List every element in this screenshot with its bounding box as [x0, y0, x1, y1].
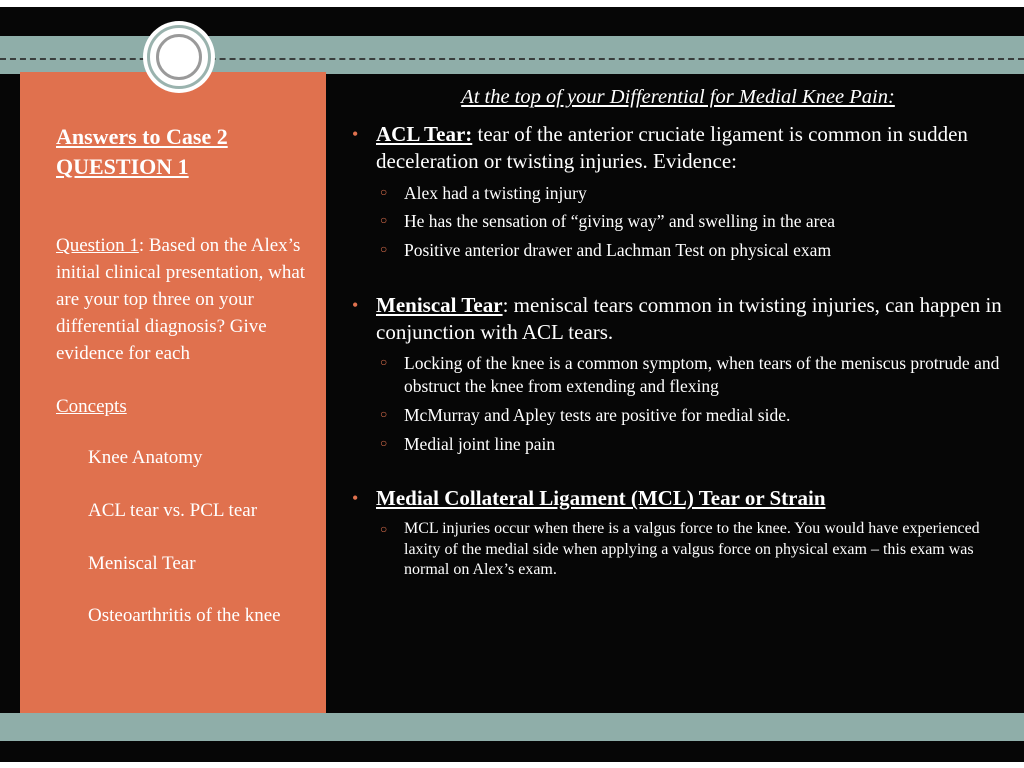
concepts-heading: Concepts — [56, 396, 127, 418]
concept-item: Osteoarthritis of the knee — [88, 605, 281, 627]
question-paragraph — [56, 233, 306, 368]
concept-item: ACL tear vs. PCL tear — [88, 499, 258, 521]
bullet-item-meniscal — [346, 292, 1010, 347]
sub-bullet-icon: ○ — [380, 242, 388, 257]
sub-bullet-item — [378, 239, 1010, 262]
circle-ornament-inner — [156, 34, 202, 80]
sub-bullet-text: Alex had a twisting injury — [404, 182, 587, 203]
bullet-body: tear of the anterior cruciate ligament is common in sudden deceleration or twisting injuries. Evidence: — [376, 122, 968, 174]
question-label: Question 1 — [56, 235, 139, 257]
slide — [0, 7, 1024, 762]
concept-item: Knee Anatomy — [88, 447, 203, 469]
sub-bullet-icon: ○ — [380, 213, 388, 228]
sub-bullet-item — [378, 182, 1010, 205]
sub-bullet-text: He has the sensation of “giving way” and swelling in the area — [404, 211, 836, 232]
sub-bullet-item — [378, 210, 1010, 233]
sub-bullet-item — [378, 352, 1010, 398]
sub-bullet-item — [378, 404, 1010, 427]
sub-bullet-icon: ○ — [380, 184, 388, 199]
sub-bullet-item — [378, 433, 1010, 456]
sub-bullet-icon: ○ — [380, 406, 388, 421]
bullet-icon: • — [352, 488, 359, 509]
bullet-item-mcl — [346, 485, 1010, 512]
bullet-term: Medial Collateral Ligament (MCL) Tear or Strain — [376, 486, 826, 511]
concepts-list — [56, 445, 306, 629]
bullet-body: : meniscal tears common in twisting injuries, can happen in conjunction with ACL tears. — [376, 292, 1002, 345]
concept-item: Meniscal Tear — [88, 552, 196, 574]
circle-ornament — [147, 25, 211, 89]
bullet-item-acl — [346, 121, 1010, 176]
question-body: : Based on the Alex’s initial clinical presentation, what are your top three on your differential diagnosis? Give evidence for each — [56, 235, 306, 365]
slide-heading — [56, 122, 306, 181]
sub-bullet-text: Locking of the knee is a common symptom, when tears of the meniscus protrude and obstruct the knee from extending and flexing — [404, 353, 1000, 397]
slide-body — [346, 80, 1010, 581]
bullet-text — [376, 485, 1010, 512]
bullet-term: ACL Tear: — [376, 122, 473, 146]
sub-bullet-text: MCL injuries occur when there is a valgus force to the knee. You would have experienced laxity of the medial side when applying a valgus force on physical exam – this exam was normal on Alex’s exam. — [404, 519, 980, 579]
sub-bullet-icon: ○ — [380, 435, 388, 450]
bullet-icon: • — [352, 124, 359, 144]
bullet-term: Meniscal Tear — [376, 292, 503, 317]
bullet-text — [376, 121, 1010, 176]
sub-bullet-icon: ○ — [380, 521, 388, 536]
sidebar-panel — [20, 72, 326, 714]
sub-bullet-icon: ○ — [380, 355, 388, 370]
sub-bullet-item — [378, 519, 1010, 581]
slide-heading-line2: QUESTION 1 — [56, 153, 189, 179]
bullet-text — [376, 292, 1010, 347]
bottom-accent-band — [0, 713, 1024, 741]
sub-bullet-text: Medial joint line pain — [404, 433, 556, 454]
sub-bullet-text: McMurray and Apley tests are positive for medial side. — [404, 404, 791, 425]
content-title: At the top of your Differential for Medial Knee Pain: — [461, 86, 895, 108]
sub-bullet-text: Positive anterior drawer and Lachman Test on physical exam — [404, 240, 832, 261]
slide-heading-line1: Answers to Case 2 — [56, 124, 228, 149]
bullet-icon: • — [352, 294, 359, 315]
